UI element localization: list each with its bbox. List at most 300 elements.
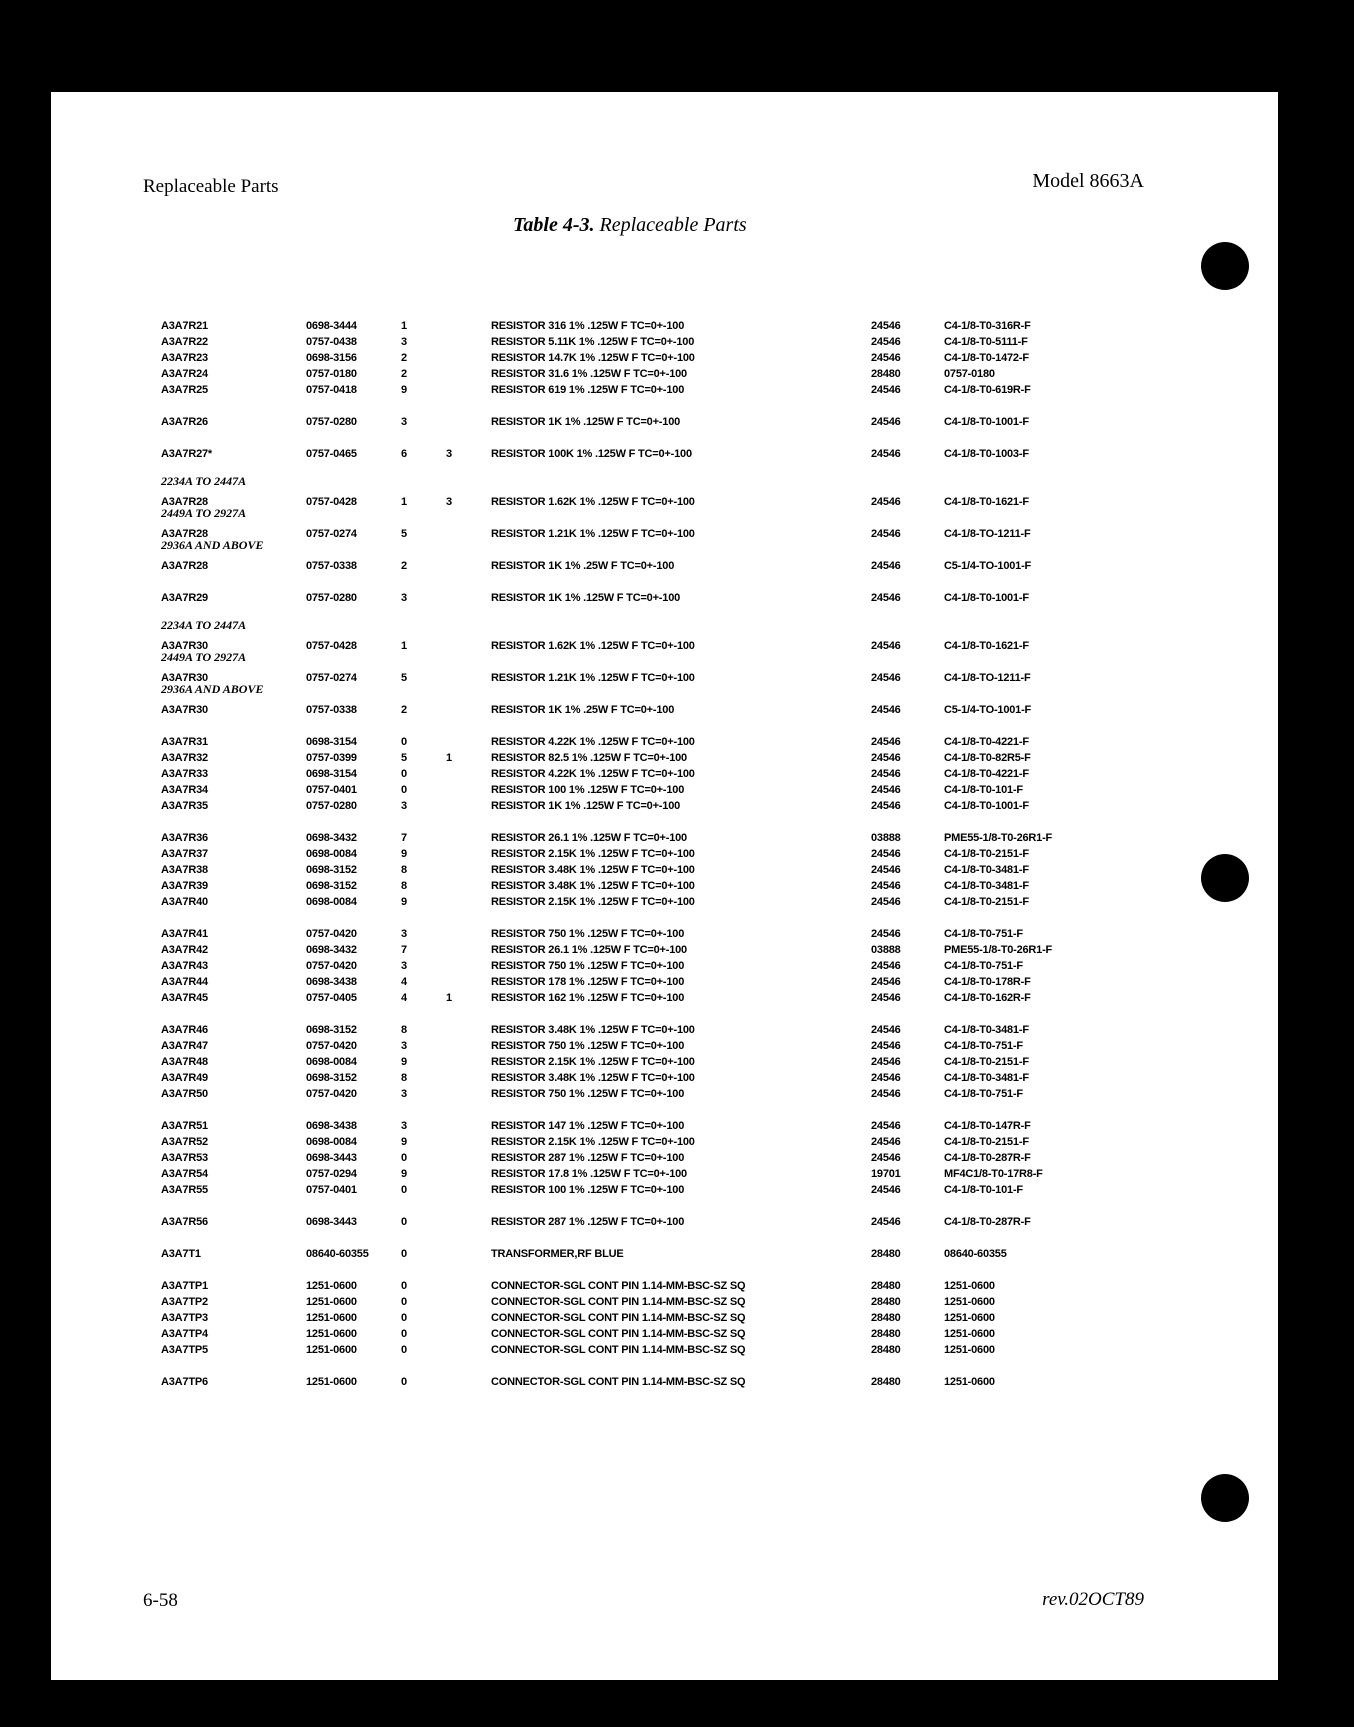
- check-digit: 6: [401, 448, 407, 460]
- reference-designator: A3A7R37: [161, 848, 208, 860]
- reference-designator: A3A7R50: [161, 1088, 208, 1100]
- mfr-code: 24546: [871, 880, 901, 892]
- check-digit: 0: [401, 1216, 407, 1228]
- check-digit: 0: [401, 1184, 407, 1196]
- reference-designator: A3A7R54: [161, 1168, 208, 1180]
- mfr-part-number: C4-1/8-T0-2151-F: [944, 1136, 1029, 1148]
- reference-designator: A3A7R26: [161, 416, 208, 428]
- part-number: 0757-0428: [306, 640, 357, 652]
- mfr-code: 24546: [871, 1184, 901, 1196]
- description: RESISTOR 1K 1% .125W F TC=0+-100: [491, 416, 681, 428]
- reference-designator: A3A7R27*: [161, 448, 212, 460]
- serial-range-note: 2234A TO 2447A: [161, 474, 247, 488]
- check-digit: 9: [401, 1168, 407, 1180]
- mfr-part-number: C4-1/8-T0-1003-F: [944, 448, 1029, 460]
- check-digit: 3: [401, 1088, 407, 1100]
- mfr-part-number: C4-1/8-T0-1621-F: [944, 496, 1029, 508]
- mfr-code: 24546: [871, 1136, 901, 1148]
- part-number: 0757-0401: [306, 784, 357, 796]
- part-number: 1251-0600: [306, 1376, 357, 1388]
- mfr-part-number: C4-1/8-T0-5111-F: [944, 336, 1028, 348]
- description: RESISTOR 26.1 1% .125W F TC=0+-100: [491, 832, 687, 844]
- mfr-part-number: C4-1/8-T0-3481-F: [944, 864, 1029, 876]
- part-number: 0698-3152: [306, 864, 357, 876]
- mfr-part-number: C4-1/8-T0-4221-F: [944, 768, 1029, 780]
- part-number: 0757-0405: [306, 992, 357, 1004]
- description: RESISTOR 2.15K 1% .125W F TC=0+-100: [491, 896, 695, 908]
- description: RESISTOR 3.48K 1% .125W F TC=0+-100: [491, 1072, 695, 1084]
- check-digit: 3: [401, 416, 407, 428]
- check-digit: 2: [401, 560, 407, 572]
- mfr-code: 24546: [871, 1088, 901, 1100]
- reference-designator: A3A7TP1: [161, 1280, 208, 1292]
- quantity: 1: [446, 992, 452, 1004]
- mfr-code: 19701: [871, 1168, 901, 1180]
- description: RESISTOR 100K 1% .125W F TC=0+-100: [491, 448, 692, 460]
- mfr-part-number: C4-1/8-T0-3481-F: [944, 1024, 1029, 1036]
- description: CONNECTOR-SGL CONT PIN 1.14-MM-BSC-SZ SQ: [491, 1328, 746, 1340]
- part-number: 0757-0280: [306, 592, 357, 604]
- description: RESISTOR 4.22K 1% .125W F TC=0+-100: [491, 736, 695, 748]
- check-digit: 9: [401, 1056, 407, 1068]
- description: RESISTOR 1K 1% .25W F TC=0+-100: [491, 704, 675, 716]
- mfr-code: 24546: [871, 960, 901, 972]
- mfr-part-number: C4-1/8-T0-2151-F: [944, 896, 1029, 908]
- reference-designator: A3A7R44: [161, 976, 208, 988]
- reference-designator: A3A7R55: [161, 1184, 208, 1196]
- reference-designator: A3A7R22: [161, 336, 208, 348]
- check-digit: 4: [401, 976, 407, 988]
- mfr-part-number: 1251-0600: [944, 1344, 995, 1356]
- binder-hole: [1201, 854, 1249, 902]
- mfr-part-number: PME55-1/8-T0-26R1-F: [944, 832, 1053, 844]
- reference-designator: A3A7R28: [161, 496, 208, 508]
- check-digit: 7: [401, 944, 407, 956]
- mfr-part-number: C4-1/8-T0-751-F: [944, 1040, 1023, 1052]
- check-digit: 3: [401, 592, 407, 604]
- mfr-part-number: C4-1/8-T0-101-F: [944, 784, 1023, 796]
- part-number: 0757-0465: [306, 448, 357, 460]
- mfr-code: 24546: [871, 784, 901, 796]
- check-digit: 0: [401, 1376, 407, 1388]
- mfr-code: 28480: [871, 1328, 901, 1340]
- mfr-part-number: C4-1/8-T0-2151-F: [944, 1056, 1029, 1068]
- serial-range-note: 2449A TO 2927A: [161, 650, 247, 664]
- description: RESISTOR 287 1% .125W F TC=0+-100: [491, 1152, 685, 1164]
- mfr-code: 24546: [871, 672, 901, 684]
- reference-designator: A3A7R38: [161, 864, 208, 876]
- check-digit: 1: [401, 640, 407, 652]
- mfr-part-number: C4-1/8-T0-82R5-F: [944, 752, 1031, 764]
- part-number: 0698-3152: [306, 880, 357, 892]
- part-number: 1251-0600: [306, 1328, 357, 1340]
- description: RESISTOR 3.48K 1% .125W F TC=0+-100: [491, 1024, 695, 1036]
- mfr-part-number: C4-1/8-T0-619R-F: [944, 384, 1031, 396]
- mfr-code: 28480: [871, 1296, 901, 1308]
- mfr-code: 24546: [871, 800, 901, 812]
- reference-designator: A3A7R21: [161, 320, 208, 332]
- model-header: Model 8663A: [1032, 170, 1144, 192]
- check-digit: 9: [401, 848, 407, 860]
- check-digit: 9: [401, 384, 407, 396]
- part-number: 1251-0600: [306, 1344, 357, 1356]
- quantity: 1: [446, 752, 452, 764]
- serial-range-note: 2936A AND ABOVE: [161, 682, 264, 696]
- part-number: 0757-0420: [306, 960, 357, 972]
- mfr-code: 03888: [871, 944, 901, 956]
- part-number: 0757-0399: [306, 752, 357, 764]
- mfr-part-number: 1251-0600: [944, 1328, 995, 1340]
- serial-range-note: 2234A TO 2447A: [161, 618, 247, 632]
- check-digit: 0: [401, 1328, 407, 1340]
- document-page: [51, 92, 1278, 1680]
- check-digit: 0: [401, 1296, 407, 1308]
- reference-designator: A3A7R40: [161, 896, 208, 908]
- mfr-part-number: C4-1/8-T0-316R-F: [944, 320, 1031, 332]
- description: CONNECTOR-SGL CONT PIN 1.14-MM-BSC-SZ SQ: [491, 1312, 746, 1324]
- mfr-part-number: C4-1/8-T0-287R-F: [944, 1152, 1031, 1164]
- part-number: 0698-0084: [306, 896, 357, 908]
- description: RESISTOR 1K 1% .25W F TC=0+-100: [491, 560, 675, 572]
- mfr-part-number: C4-1/8-T0-178R-F: [944, 976, 1031, 988]
- mfr-code: 24546: [871, 864, 901, 876]
- reference-designator: A3A7R30: [161, 640, 208, 652]
- mfr-code: 24546: [871, 416, 901, 428]
- description: RESISTOR 31.6 1% .125W F TC=0+-100: [491, 368, 687, 380]
- check-digit: 8: [401, 1024, 407, 1036]
- reference-designator: A3A7R31: [161, 736, 208, 748]
- table-number: Table 4-3.: [513, 214, 595, 236]
- mfr-code: 24546: [871, 560, 901, 572]
- part-number: 0757-0338: [306, 704, 357, 716]
- part-number: 1251-0600: [306, 1312, 357, 1324]
- reference-designator: A3A7TP5: [161, 1344, 208, 1356]
- part-number: 0698-3432: [306, 832, 357, 844]
- mfr-part-number: C4-1/8-T0-287R-F: [944, 1216, 1031, 1228]
- mfr-code: 24546: [871, 448, 901, 460]
- part-number: 1251-0600: [306, 1296, 357, 1308]
- reference-designator: A3A7R39: [161, 880, 208, 892]
- check-digit: 3: [401, 960, 407, 972]
- check-digit: 3: [401, 336, 407, 348]
- mfr-part-number: 1251-0600: [944, 1376, 995, 1388]
- reference-designator: A3A7R34: [161, 784, 208, 796]
- check-digit: 5: [401, 528, 407, 540]
- part-number: 0698-3432: [306, 944, 357, 956]
- mfr-code: 24546: [871, 640, 901, 652]
- reference-designator: A3A7TP3: [161, 1312, 208, 1324]
- mfr-code: 24546: [871, 768, 901, 780]
- description: TRANSFORMER,RF BLUE: [491, 1248, 624, 1260]
- table-title: [513, 214, 747, 237]
- serial-range-note: 2449A TO 2927A: [161, 506, 247, 520]
- mfr-part-number: C4-1/8-T0-2151-F: [944, 848, 1029, 860]
- reference-designator: A3A7R51: [161, 1120, 208, 1132]
- description: RESISTOR 162 1% .125W F TC=0+-100: [491, 992, 685, 1004]
- reference-designator: A3A7R30: [161, 672, 208, 684]
- check-digit: 0: [401, 784, 407, 796]
- mfr-part-number: 1251-0600: [944, 1296, 995, 1308]
- section-header: Replaceable Parts: [143, 176, 279, 197]
- description: RESISTOR 2.15K 1% .125W F TC=0+-100: [491, 1056, 695, 1068]
- part-number: 0698-3438: [306, 976, 357, 988]
- description: RESISTOR 82.5 1% .125W F TC=0+-100: [491, 752, 687, 764]
- description: RESISTOR 178 1% .125W F TC=0+-100: [491, 976, 685, 988]
- mfr-part-number: C4-1/8-T0-101-F: [944, 1184, 1023, 1196]
- part-number: 0757-0280: [306, 800, 357, 812]
- part-number: 0757-0438: [306, 336, 357, 348]
- mfr-code: 28480: [871, 1248, 901, 1260]
- part-number: 0757-0274: [306, 528, 357, 540]
- description: RESISTOR 316 1% .125W F TC=0+-100: [491, 320, 685, 332]
- reference-designator: A3A7R47: [161, 1040, 208, 1052]
- mfr-code: 24546: [871, 976, 901, 988]
- check-digit: 4: [401, 992, 407, 1004]
- description: CONNECTOR-SGL CONT PIN 1.14-MM-BSC-SZ SQ: [491, 1344, 746, 1356]
- mfr-part-number: 1251-0600: [944, 1280, 995, 1292]
- mfr-part-number: C4-1/8-T0-751-F: [944, 960, 1023, 972]
- reference-designator: A3A7R45: [161, 992, 208, 1004]
- mfr-part-number: 1251-0600: [944, 1312, 995, 1324]
- description: RESISTOR 2.15K 1% .125W F TC=0+-100: [491, 848, 695, 860]
- part-number: 0698-3443: [306, 1152, 357, 1164]
- check-digit: 0: [401, 1344, 407, 1356]
- check-digit: 1: [401, 496, 407, 508]
- revision-date: rev.02OCT89: [1042, 1589, 1144, 1610]
- mfr-part-number: C4-1/8-TO-1211-F: [944, 672, 1031, 684]
- description: RESISTOR 619 1% .125W F TC=0+-100: [491, 384, 685, 396]
- mfr-part-number: C4-1/8-T0-1621-F: [944, 640, 1029, 652]
- description: RESISTOR 1.21K 1% .125W F TC=0+-100: [491, 672, 695, 684]
- mfr-code: 28480: [871, 1344, 901, 1356]
- mfr-code: 24546: [871, 496, 901, 508]
- reference-designator: A3A7R24: [161, 368, 208, 380]
- description: RESISTOR 3.48K 1% .125W F TC=0+-100: [491, 880, 695, 892]
- check-digit: 0: [401, 1280, 407, 1292]
- description: RESISTOR 750 1% .125W F TC=0+-100: [491, 928, 685, 940]
- mfr-part-number: C4-1/8-T0-3481-F: [944, 880, 1029, 892]
- part-number: 0757-0274: [306, 672, 357, 684]
- check-digit: 0: [401, 1248, 407, 1260]
- check-digit: 9: [401, 1136, 407, 1148]
- check-digit: 9: [401, 896, 407, 908]
- mfr-code: 24546: [871, 1152, 901, 1164]
- check-digit: 5: [401, 672, 407, 684]
- check-digit: 7: [401, 832, 407, 844]
- reference-designator: A3A7R25: [161, 384, 208, 396]
- mfr-code: 28480: [871, 1280, 901, 1292]
- mfr-part-number: C4-1/8-TO-1211-F: [944, 528, 1031, 540]
- mfr-code: 24546: [871, 1216, 901, 1228]
- quantity: 3: [446, 448, 452, 460]
- mfr-code: 28480: [871, 368, 901, 380]
- part-number: 0698-3152: [306, 1072, 357, 1084]
- description: RESISTOR 2.15K 1% .125W F TC=0+-100: [491, 1136, 695, 1148]
- quantity: 3: [446, 496, 452, 508]
- reference-designator: A3A7R53: [161, 1152, 208, 1164]
- reference-designator: A3A7R42: [161, 944, 208, 956]
- mfr-code: 24546: [871, 736, 901, 748]
- reference-designator: A3A7R49: [161, 1072, 208, 1084]
- mfr-part-number: 08640-60355: [944, 1248, 1007, 1260]
- part-number: 0757-0180: [306, 368, 357, 380]
- description: CONNECTOR-SGL CONT PIN 1.14-MM-BSC-SZ SQ: [491, 1280, 746, 1292]
- reference-designator: A3A7R28: [161, 528, 208, 540]
- mfr-code: 24546: [871, 1040, 901, 1052]
- part-number: 0757-0420: [306, 1040, 357, 1052]
- description: RESISTOR 750 1% .125W F TC=0+-100: [491, 960, 685, 972]
- part-number: 0757-0420: [306, 928, 357, 940]
- mfr-code: 24546: [871, 752, 901, 764]
- description: CONNECTOR-SGL CONT PIN 1.14-MM-BSC-SZ SQ: [491, 1376, 746, 1388]
- reference-designator: A3A7R33: [161, 768, 208, 780]
- serial-range-note: 2936A AND ABOVE: [161, 538, 264, 552]
- part-number: 0698-3438: [306, 1120, 357, 1132]
- part-number: 0698-0084: [306, 1056, 357, 1068]
- check-digit: 1: [401, 320, 407, 332]
- part-number: 1251-0600: [306, 1280, 357, 1292]
- part-number: 0757-0420: [306, 1088, 357, 1100]
- description: RESISTOR 750 1% .125W F TC=0+-100: [491, 1088, 685, 1100]
- check-digit: 0: [401, 736, 407, 748]
- part-number: 0757-0428: [306, 496, 357, 508]
- description: CONNECTOR-SGL CONT PIN 1.14-MM-BSC-SZ SQ: [491, 1296, 746, 1308]
- mfr-part-number: C4-1/8-T0-1472-F: [944, 352, 1029, 364]
- reference-designator: A3A7TP4: [161, 1328, 208, 1340]
- reference-designator: A3A7R56: [161, 1216, 208, 1228]
- part-number: 08640-60355: [306, 1248, 369, 1260]
- check-digit: 3: [401, 1120, 407, 1132]
- description: RESISTOR 26.1 1% .125W F TC=0+-100: [491, 944, 687, 956]
- part-number: 0698-3152: [306, 1024, 357, 1036]
- check-digit: 2: [401, 704, 407, 716]
- check-digit: 2: [401, 352, 407, 364]
- part-number: 0757-0294: [306, 1168, 357, 1180]
- mfr-code: 28480: [871, 1376, 901, 1388]
- part-number: 0698-3154: [306, 736, 357, 748]
- reference-designator: A3A7T1: [161, 1248, 201, 1260]
- reference-designator: A3A7TP2: [161, 1296, 208, 1308]
- part-number: 0698-3444: [306, 320, 357, 332]
- description: RESISTOR 5.11K 1% .125W F TC=0+-100: [491, 336, 695, 348]
- mfr-code: 24546: [871, 704, 901, 716]
- description: RESISTOR 1K 1% .125W F TC=0+-100: [491, 592, 681, 604]
- part-number: 0757-0418: [306, 384, 357, 396]
- mfr-code: 24546: [871, 528, 901, 540]
- mfr-part-number: C4-1/8-T0-162R-F: [944, 992, 1031, 1004]
- description: RESISTOR 147 1% .125W F TC=0+-100: [491, 1120, 685, 1132]
- reference-designator: A3A7R36: [161, 832, 208, 844]
- description: RESISTOR 4.22K 1% .125W F TC=0+-100: [491, 768, 695, 780]
- reference-designator: A3A7R23: [161, 352, 208, 364]
- mfr-code: 24546: [871, 1056, 901, 1068]
- check-digit: 8: [401, 864, 407, 876]
- mfr-part-number: PME55-1/8-T0-26R1-F: [944, 944, 1053, 956]
- part-number: 0757-0401: [306, 1184, 357, 1196]
- description: RESISTOR 14.7K 1% .125W F TC=0+-100: [491, 352, 695, 364]
- part-number: 0698-3156: [306, 352, 357, 364]
- mfr-part-number: MF4C1/8-T0-17R8-F: [944, 1168, 1043, 1180]
- mfr-code: 24546: [871, 1072, 901, 1084]
- part-number: 0698-3443: [306, 1216, 357, 1228]
- mfr-code: 24546: [871, 320, 901, 332]
- reference-designator: A3A7R41: [161, 928, 208, 940]
- reference-designator: A3A7R32: [161, 752, 208, 764]
- description: RESISTOR 1.62K 1% .125W F TC=0+-100: [491, 496, 695, 508]
- check-digit: 2: [401, 368, 407, 380]
- mfr-part-number: C4-1/8-T0-751-F: [944, 928, 1023, 940]
- mfr-part-number: C4-1/8-T0-1001-F: [944, 592, 1029, 604]
- check-digit: 0: [401, 768, 407, 780]
- part-number: 0698-3154: [306, 768, 357, 780]
- description: RESISTOR 1.21K 1% .125W F TC=0+-100: [491, 528, 695, 540]
- mfr-code: 24546: [871, 992, 901, 1004]
- mfr-part-number: C5-1/4-TO-1001-F: [944, 704, 1032, 716]
- mfr-code: 28480: [871, 1312, 901, 1324]
- check-digit: 0: [401, 1152, 407, 1164]
- reference-designator: A3A7R46: [161, 1024, 208, 1036]
- part-number: 0757-0280: [306, 416, 357, 428]
- reference-designator: A3A7R35: [161, 800, 208, 812]
- mfr-part-number: C4-1/8-T0-1001-F: [944, 800, 1029, 812]
- reference-designator: A3A7R28: [161, 560, 208, 572]
- description: RESISTOR 100 1% .125W F TC=0+-100: [491, 1184, 685, 1196]
- reference-designator: A3A7R48: [161, 1056, 208, 1068]
- description: RESISTOR 17.8 1% .125W F TC=0+-100: [491, 1168, 687, 1180]
- description: RESISTOR 1.62K 1% .125W F TC=0+-100: [491, 640, 695, 652]
- mfr-code: 24546: [871, 1024, 901, 1036]
- mfr-code: 03888: [871, 832, 901, 844]
- description: RESISTOR 750 1% .125W F TC=0+-100: [491, 1040, 685, 1052]
- mfr-part-number: 0757-0180: [944, 368, 995, 380]
- description: RESISTOR 100 1% .125W F TC=0+-100: [491, 784, 685, 796]
- part-number: 0698-0084: [306, 1136, 357, 1148]
- check-digit: 8: [401, 1072, 407, 1084]
- check-digit: 3: [401, 800, 407, 812]
- mfr-code: 24546: [871, 592, 901, 604]
- reference-designator: A3A7R43: [161, 960, 208, 972]
- mfr-code: 24546: [871, 896, 901, 908]
- mfr-code: 24546: [871, 928, 901, 940]
- part-number: 0757-0338: [306, 560, 357, 572]
- mfr-code: 24546: [871, 352, 901, 364]
- mfr-part-number: C4-1/8-T0-147R-F: [944, 1120, 1031, 1132]
- description: RESISTOR 287 1% .125W F TC=0+-100: [491, 1216, 685, 1228]
- binder-hole: [1201, 242, 1249, 290]
- check-digit: 3: [401, 1040, 407, 1052]
- part-number: 0698-0084: [306, 848, 357, 860]
- mfr-part-number: C4-1/8-T0-1001-F: [944, 416, 1029, 428]
- table-caption: Replaceable Parts: [594, 214, 747, 236]
- reference-designator: A3A7R52: [161, 1136, 208, 1148]
- check-digit: 3: [401, 928, 407, 940]
- mfr-part-number: C4-1/8-T0-3481-F: [944, 1072, 1029, 1084]
- reference-designator: A3A7R29: [161, 592, 208, 604]
- binder-hole: [1201, 1474, 1249, 1522]
- mfr-code: 24546: [871, 336, 901, 348]
- mfr-code: 24546: [871, 1120, 901, 1132]
- page-number: 6-58: [143, 1590, 178, 1611]
- reference-designator: A3A7TP6: [161, 1376, 208, 1388]
- check-digit: 0: [401, 1312, 407, 1324]
- check-digit: 5: [401, 752, 407, 764]
- check-digit: 8: [401, 880, 407, 892]
- reference-designator: A3A7R30: [161, 704, 208, 716]
- mfr-part-number: C5-1/4-TO-1001-F: [944, 560, 1032, 572]
- description: RESISTOR 3.48K 1% .125W F TC=0+-100: [491, 864, 695, 876]
- mfr-part-number: C4-1/8-T0-751-F: [944, 1088, 1023, 1100]
- description: RESISTOR 1K 1% .125W F TC=0+-100: [491, 800, 681, 812]
